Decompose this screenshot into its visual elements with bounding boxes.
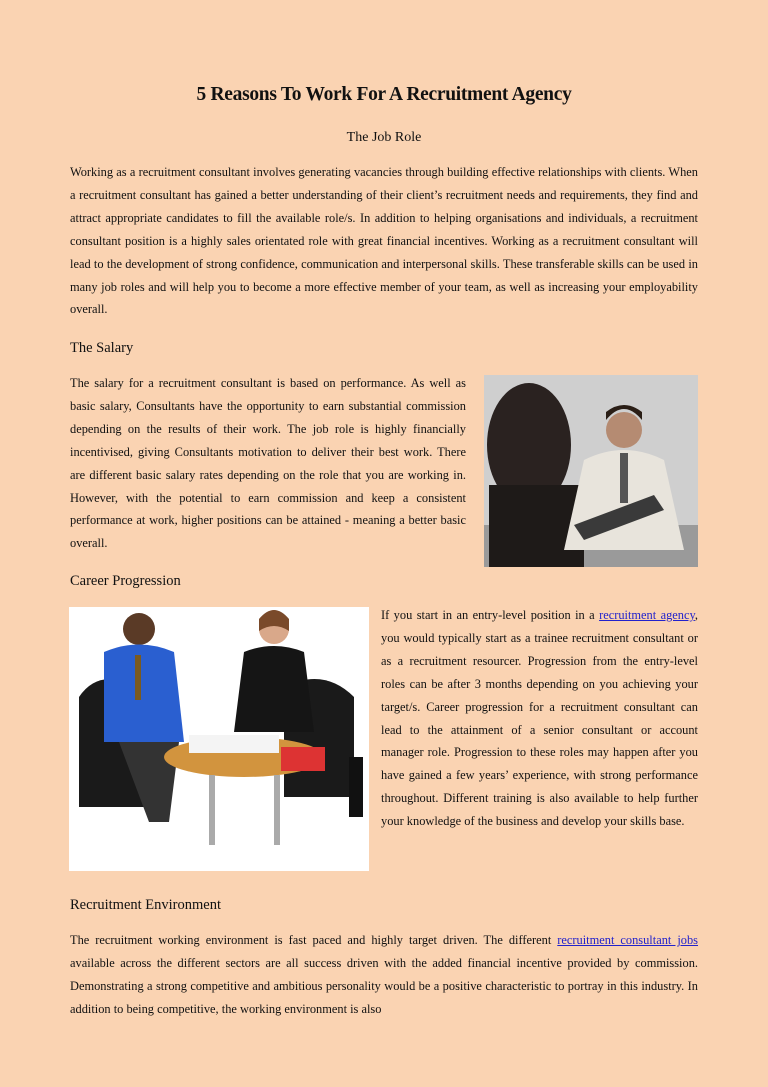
- environment-heading: Recruitment Environment: [70, 897, 222, 913]
- environment-paragraph: [70, 929, 698, 1021]
- salary-heading: The Salary: [70, 340, 134, 356]
- job-role-paragraph: Working as a recruitment consultant involves generating vacancies through building effective relationships with clients. When a recruitment consultant has gained a better understanding of their client’s recruitment needs and requirements, they find and attract appropriate candidates to fill the available role/s. In addition to helping organisations and individuals, a recruitment consultant position is a highly sales orientated role with great financial incentives. Working as a recruitment consultant will lead to the development of strong confidence, communication and interpersonal skills. These transferable skills can be used in many job roles and will help you to become a more effective member of your team, as well as increasing your employability overall.: [70, 165, 698, 317]
- career-text-start: If you start in an entry-level position in a: [381, 608, 600, 622]
- career-text-end: , you would typically start as a trainee recruitment consultant or as a recruitment resourcer. Progression from the entry-level roles can be after 3 months depending on you achieving your target/s. Career progression for a recruitment consultant can lead to the attainment of a senior consultant or account manager role. Progression to these roles may happen after you have gained a few years’ experience, with strong performance throughout. Different training is also available to help further your knowledge of the business and develop your skills base.: [381, 608, 698, 829]
- career-heading: Career Progression: [70, 573, 181, 589]
- recruitment-consultant-jobs-link[interactable]: recruitment consultant jobs: [557, 933, 698, 947]
- environment-text-start: The recruitment working environment is fast paced and highly target driven. The different: [70, 933, 558, 947]
- environment-text-end: available across the different sectors are all success driven with the added financial incentive provided by commission. Demonstrating a strong competitive and ambitious personality would be a positive characteristic to portray in this industry. In addition to being competitive, the working environment is also: [70, 955, 698, 1016]
- meeting-photo: [69, 607, 369, 871]
- interview-photo: [484, 375, 698, 567]
- career-paragraph: [381, 604, 698, 833]
- section-subtitle-job-role: The Job Role: [346, 130, 422, 145]
- salary-paragraph: The salary for a recruitment consultant is based on performance. As well as basic salary, Consultants have the opportunity to earn substantial commission depending on the results of their work. The job role is highly financially incentivised, giving Consultants motivation to deliver their best work. There are different basic salary rates depending on the role that you are working in. However, with the potential to earn commission and keep a consistent performance at work, higher positions can be attained - meaning a better basic overall.: [70, 376, 466, 551]
- page-title: 5 Reasons To Work For A Recruitment Agency: [196, 84, 572, 105]
- recruitment-agency-link[interactable]: recruitment agency: [599, 608, 695, 622]
